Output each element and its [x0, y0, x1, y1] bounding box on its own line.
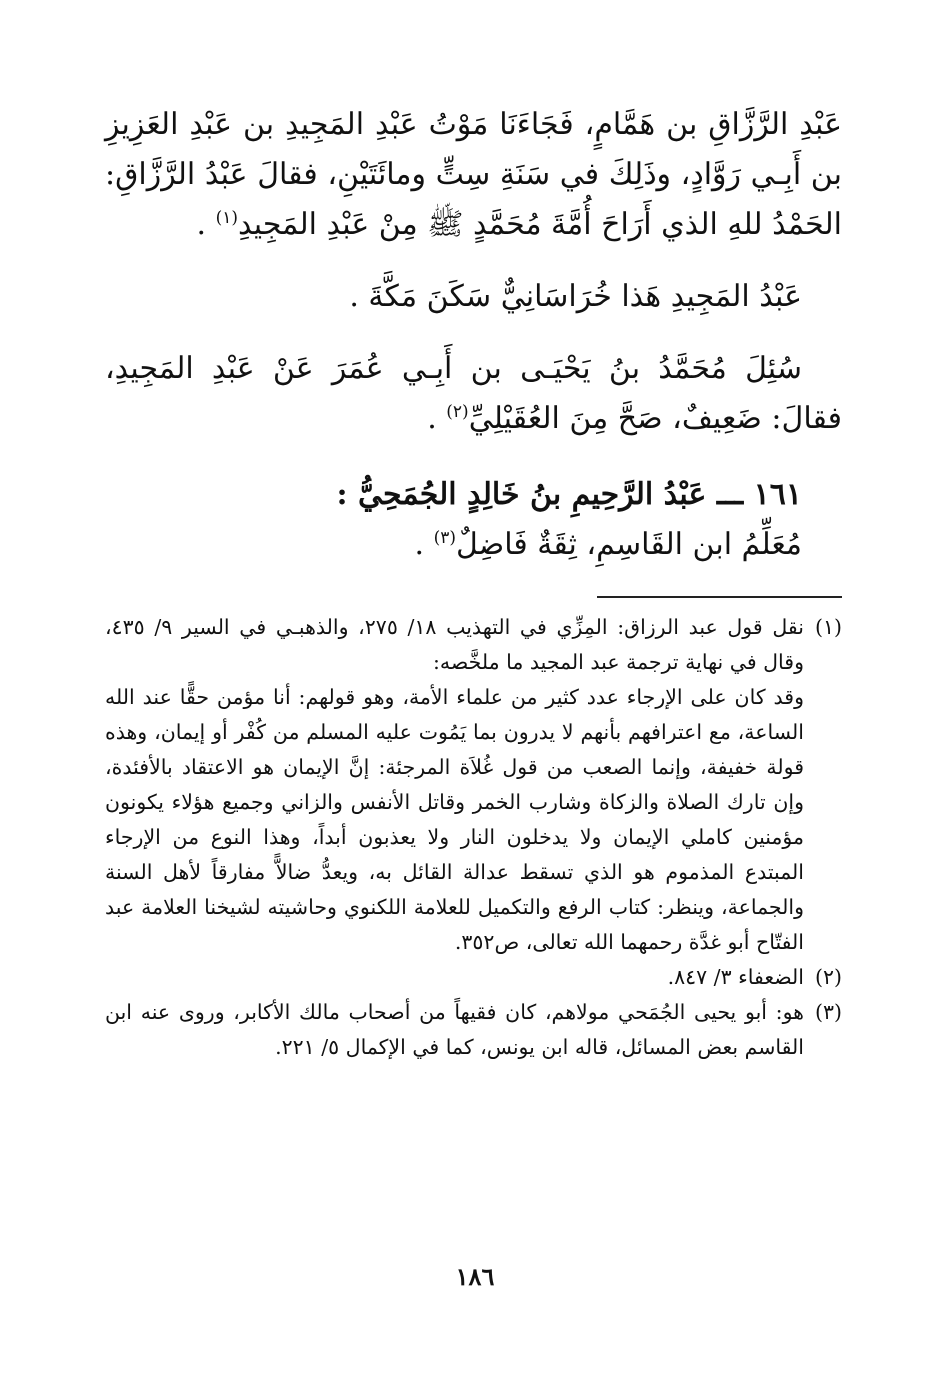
footnotes — [105, 610, 842, 1065]
entry-body — [105, 520, 842, 570]
paragraph-1-text: عَبْدِ الرَّزَّاقِ بن هَمَّامٍ، فَجَاءَنَا مَوْتُ عَبْدِ المَجِيدِ بن عَبْدِ العَزِيزِ بن أَبِـي رَوَّادٍ، وذَلِكَ في سَنَةِ سِتٍّ ومائَتَيْنِ، فقالَ عَبْدُ الرَّزَّاقِ: الحَمْدُ للهِ الذي أَرَاحَ أُمَّةَ مُحَمَّدٍ ﷺ مِنْ عَبْدِ المَجِيدِ — [105, 107, 842, 242]
paragraph-2: عَبْدُ المَجِيدِ هَذا خُرَاسَانِيٌّ سَكَنَ مَكَّةَ . — [349, 279, 802, 314]
footnote-ref-1[interactable]: (١) — [215, 208, 239, 228]
paragraph-3-text: سُئِلَ مُحَمَّدُ بنُ يَحْيَـى بن أَبِـي عُمَرَ عَنْ عَبْدِ المَجِيدِ، فقالَ: ضَعِيفٌ، صَحَّ مِنَ العُقَيْلِيِّ — [105, 351, 842, 436]
book-page — [105, 100, 842, 1065]
entry-body-text: مُعَلِّمُ ابن القَاسِمِ، ثِقَةٌ فَاضِلٌ — [456, 527, 802, 562]
paragraph-3-end: . — [427, 401, 447, 436]
entry-title: عَبْدُ الرَّحِيمِ بنُ خَالِدٍ الجُمَحِيُّ : — [336, 477, 707, 512]
paragraph-1 — [105, 100, 842, 250]
footnote-divider — [597, 596, 842, 598]
footnote-1 — [105, 610, 842, 960]
footnote-ref-3[interactable]: (٣) — [433, 528, 457, 548]
footnote-text: هو: أبو يحيى الجُمَحي مولاهم، كان فقيهاً من أصحاب مالك الأكابر، وروى عنه ابن القاسم بعض المسائل، قاله ابن يونس، كما في الإكمال ٥/ ٢٢١. — [105, 1000, 804, 1059]
footnote-3 — [105, 995, 842, 1065]
footnote-text — [105, 610, 804, 960]
paragraph-3 — [105, 344, 842, 444]
footnote-1-line-1: نقل قول عبد الرزاق: المِزِّي في التهذيب ١٨/ ٢٧٥، والذهبـي في السير ٩/ ٤٣٥، وقال في نهاية ترجمة عبد المجيد ما ملخَّصه: — [105, 615, 804, 674]
paragraph-1-end: . — [196, 207, 216, 242]
footnote-ref-2[interactable]: (٢) — [446, 402, 469, 422]
page-number: ١٨٦ — [455, 1262, 495, 1291]
entry-body-end: . — [414, 527, 434, 562]
footnote-number: (٣) — [814, 1000, 842, 1024]
entry-dash: ـــ — [706, 477, 754, 512]
footnote-number: (٢) — [814, 965, 842, 989]
main-text — [105, 100, 842, 570]
footnote-1-line-2: وقد كان على الإرجاء عدد كثير من علماء الأمة، وهو قولهم: أنا مؤمن حقًّا عند الله الساعة، مع اعترافهم بأنهم لا يدرون بما يَمُوت عليه المسلم من كُفْر أو إيمان، وهذه قولة خفيفة، وإنما الصعب من قول غُلاَة المرجئة: إنَّ الإيمان هو الاعتقاد بالأفئدة، وإن تارك الصلاة والزكاة وشارب الخمر وقاتل الأنفس والزاني وجميع هؤلاء يكونون مؤمنين كاملي الإيمان ولا يدخلون النار ولا يعذبون أبداً، وهذا النوع من الإرجاء المبتدع المذموم هو الذي تسقط عدالة القائل به، ويعدُّ ضالاًّ مفارقاً لأهل السنة والجماعة، وينظر: كتاب الرفع والتكميل للعلامة اللكنوي وحاشيته لشيخنا العلامة عبد الفتّاح أبو غدَّة رحمهما الله تعالى، ص٣٥٢. — [105, 685, 804, 954]
footnote-text: الضعفاء ٣/ ٨٤٧. — [667, 965, 804, 989]
footnote-2 — [105, 960, 842, 995]
entry-number: ١٦١ — [753, 477, 802, 512]
footnote-number: (١) — [814, 615, 842, 639]
entry-heading — [105, 470, 842, 520]
